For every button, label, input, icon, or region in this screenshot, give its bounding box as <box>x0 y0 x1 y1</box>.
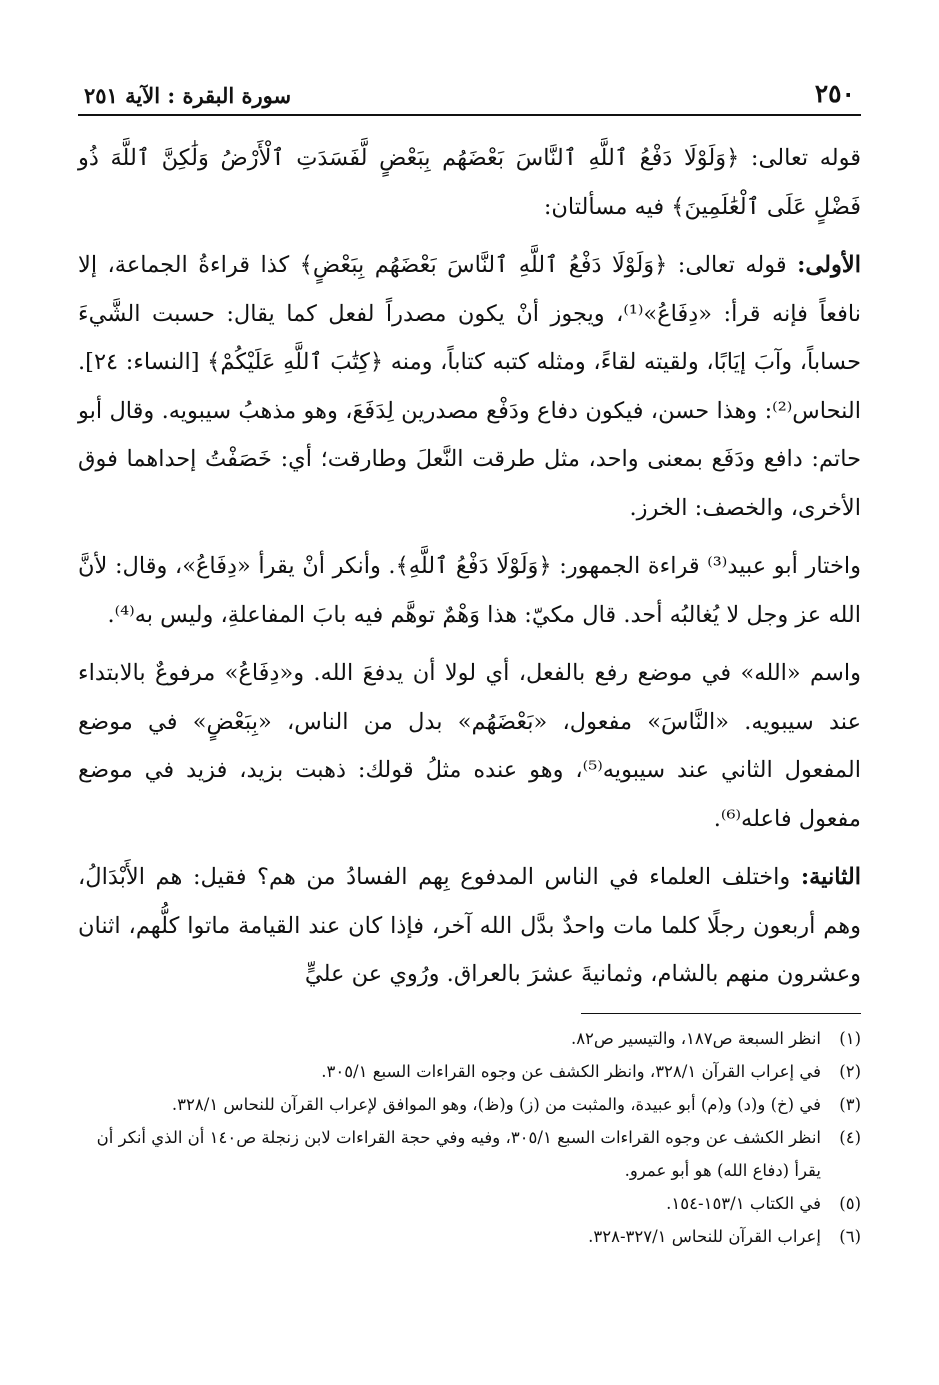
footnote-number: (٦) <box>839 1226 861 1246</box>
footnote-text: في (خ) و(د) و(م) أبو عبيدة، والمثبت من (ز) و(ظ)، وهو الموافق لإعراب القرآن للنحاس ٣٢٨/١. <box>171 1094 821 1114</box>
footnote <box>78 1088 861 1121</box>
footnote-text: انظر الكشف عن وجوه القراءات السبع ٣٠٥/١، وفيه وفي حجة القراءات لابن زنجلة ص١٤٠ أن الذي أنكر أن يقرأ (دفاع الله) هو أبو عمرو. <box>96 1127 821 1180</box>
footnote <box>78 1055 861 1088</box>
paragraph-lead: الثانية: <box>800 864 861 890</box>
footnote-divider <box>581 1013 861 1014</box>
paragraph <box>78 649 861 843</box>
paragraph <box>78 134 861 231</box>
paragraph-lead: الأولى: <box>797 252 861 278</box>
footnote-text: في الكتاب ١٥٣/١-١٥٤. <box>666 1193 821 1213</box>
paragraph <box>78 241 861 532</box>
running-header <box>78 72 861 116</box>
footnote-number: (٤) <box>839 1127 861 1147</box>
paragraph-text: واسم «الله» في موضع رفع بالفعل، أي لولا أن يدفعَ الله. و«دِفَاعُ» مرفوعٌ بالابتداء عند سيبويه. «النَّاسَ» مفعول، «بَعْضَهُم» بدل من الناس، «بِبَعْضٍ» في موضع المفعول الثاني عند سيبويه⁽⁵⁾، وهو عنده مثلُ قولك: ذهبت بزيد، فزيد في موضع مفعول فاعله⁽⁶⁾. <box>78 660 861 832</box>
footnote <box>78 1187 861 1220</box>
footnote <box>78 1121 861 1187</box>
footnote-number: (٢) <box>839 1061 861 1081</box>
paragraph <box>78 853 861 999</box>
paragraph <box>78 542 861 639</box>
footnote-number: (١) <box>839 1028 861 1048</box>
main-text <box>78 134 861 999</box>
paragraph-text: واختلف العلماء في الناس المدفوع بِهم الفسادُ من هم؟ فقيل: هم الأَبْدَالُ، وهم أربعون رجلًا كلما مات واحدٌ بدَّل الله آخر، فإذا كان عند القيامة ماتوا كلُّهم، اثنان وعشرون منهم بالشام، وثمانيةَ عشرَ بالعراق. ورُوي عن عليٍّ <box>78 864 861 987</box>
footnote-text: إعراب القرآن للنحاس ٣٢٧/١-٣٢٨. <box>588 1226 821 1246</box>
footnote-number: (٣) <box>839 1094 861 1114</box>
footnote-text: انظر السبعة ص١٨٧، والتيسير ص٨٢. <box>570 1028 821 1048</box>
paragraph-text: قوله تعالى: ﴿وَلَوْلَا دَفْعُ ٱللَّهِ ٱلنَّاسَ بَعْضَهُم بِبَعْضٍ لَّفَسَدَتِ ٱلْأَرْضُ وَلَٰكِنَّ ٱللَّهَ ذُو فَضْلٍ عَلَى ٱلْعَٰلَمِينَ﴾ فيه مسألتان: <box>78 145 861 220</box>
footnote <box>78 1220 861 1253</box>
paragraph-text: قوله تعالى: ﴿وَلَوْلَا دَفْعُ ٱللَّهِ ٱلنَّاسَ بَعْضَهُم بِبَعْضٍ﴾ كذا قراءةُ الجماعة، إلا نافعاً فإنه قرأ: «دِفَاعُ»⁽¹⁾، ويجوز أنْ يكون مصدراً لفعل كما يقال: حسبت الشَّيءَ حساباً، وآبَ إيَابًا، ولقيته لقاءً، ومثله كتبه كتاباً، ومنه ﴿كِتَٰبَ ٱللَّهِ عَلَيْكُمْ﴾ [النساء: ٢٤]. النحاس⁽²⁾: وهذا حسن، فيكون دفاع ودَفْع مصدرين لِدَفَعَ، وهو مذهبُ سيبويه. وقال أبو حاتم: دافع ودَفَع بمعنى واحد، مثل طرقت النَّعلَ وطارقت؛ أي: خَصَفْتُ إحداهما فوق الأخرى، والخصف: الخرز. <box>78 252 861 521</box>
footnote <box>78 1022 861 1055</box>
footnotes <box>78 1022 861 1253</box>
surah-title: سورة البقرة : الآية ٢٥١ <box>84 83 292 108</box>
page-number: ٢٥٠ <box>814 79 855 108</box>
footnote-text: في إعراب القرآن ٣٢٨/١، وانظر الكشف عن وجوه القراءات السبع ٣٠٥/١. <box>321 1061 821 1081</box>
footnote-number: (٥) <box>839 1193 861 1213</box>
paragraph-text: واختار أبو عبيد⁽³⁾ قراءة الجمهور: ﴿وَلَوْلَا دَفْعُ ٱللَّهِ﴾. وأنكر أنْ يقرأ «دِفَاعُ»، وقال: لأنَّ الله عز وجل لا يُغالبُه أحد. قال مكيّ: هذا وَهْمٌ توهَّم فيه بابَ المفاعلةِ، وليس به⁽⁴⁾. <box>78 553 861 628</box>
